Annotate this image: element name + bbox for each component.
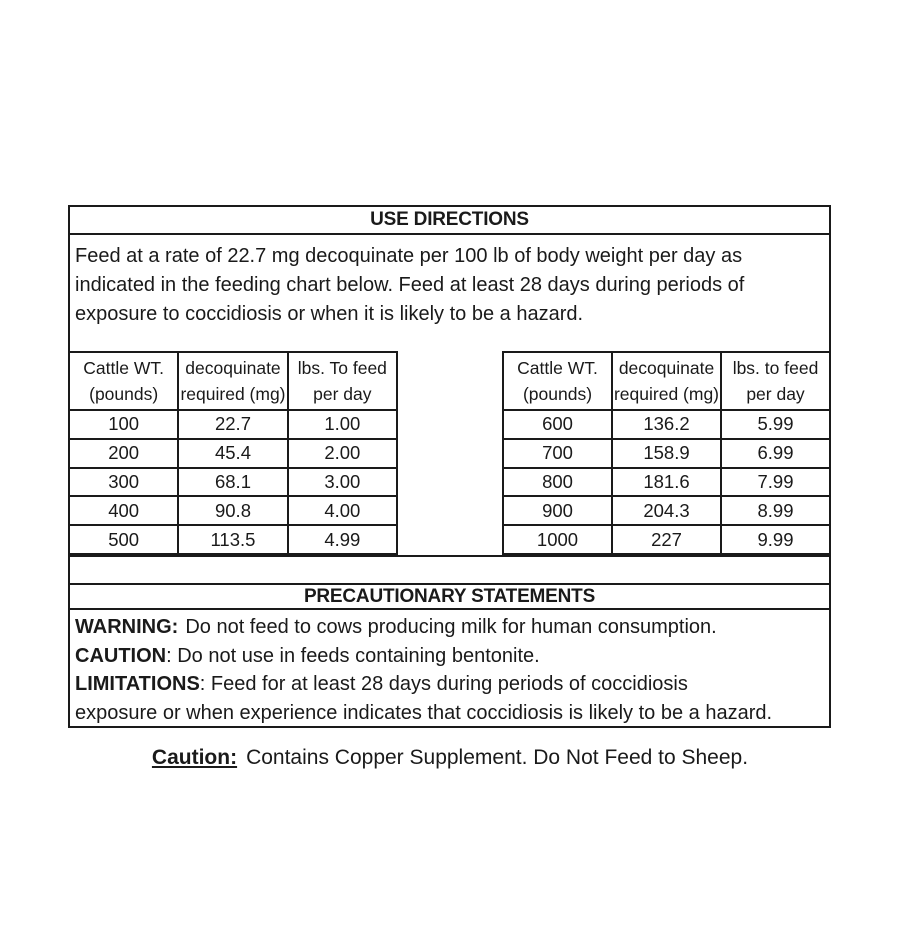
table-cell: 700	[503, 439, 612, 468]
use-directions-title: USE DIRECTIONS	[70, 207, 829, 235]
table-cell: 200	[69, 439, 178, 468]
table-cell: 600	[503, 410, 612, 439]
copper-caution	[0, 745, 900, 771]
table-cell: 68.1	[178, 468, 287, 497]
table-header-row	[69, 352, 397, 410]
limitations-label: LIMITATIONS	[75, 673, 200, 695]
limitations-statement-line1	[75, 670, 825, 699]
table-cell: 100	[69, 410, 178, 439]
table-cell: 300	[69, 468, 178, 497]
caution-label: CAUTION	[75, 644, 167, 667]
table-row	[503, 525, 830, 554]
table-row	[503, 439, 830, 468]
feeding-chart-table-right	[502, 351, 831, 555]
table-cell: 5.99	[721, 410, 830, 439]
table-row	[503, 468, 830, 497]
feeding-chart-table-left	[68, 351, 398, 555]
table-cell: 227	[612, 525, 721, 554]
table-row	[69, 410, 397, 439]
table-cell: 45.4	[178, 439, 287, 468]
table-row	[503, 496, 830, 525]
copper-caution-text: Contains Copper Supplement. Do Not Feed to Sheep.	[246, 746, 749, 769]
table-cell: 8.99	[721, 496, 830, 525]
caution-statement	[75, 642, 825, 671]
table-cell: 900	[503, 496, 612, 525]
limitations-statement-line2: exposure or when experience indicates that coccidiosis is likely to be a hazard.	[75, 701, 773, 724]
label-panel	[68, 205, 831, 728]
table-cell: 800	[503, 468, 612, 497]
table-row	[69, 439, 397, 468]
table-cell: 2.00	[288, 439, 397, 468]
table-cell: 6.99	[721, 439, 830, 468]
table-row	[69, 496, 397, 525]
feeding-charts	[70, 351, 829, 557]
column-header: decoquinate required (mg)	[612, 352, 721, 410]
table-cell: 500	[69, 525, 178, 554]
table-cell: 1000	[503, 525, 612, 554]
warning-label: WARNING:	[75, 616, 179, 638]
table-cell: 22.7	[178, 410, 287, 439]
table-row	[69, 525, 397, 554]
table-cell: 4.00	[288, 496, 397, 525]
table-cell: 3.00	[288, 468, 397, 497]
caution-text: : Do not use in feeds containing bentonite.	[166, 644, 540, 667]
table-cell: 400	[69, 496, 178, 525]
column-header: Cattle WT. (pounds)	[69, 352, 178, 410]
warning-text: Do not feed to cows producing milk for human consumption.	[185, 616, 717, 638]
table-cell: 113.5	[178, 525, 287, 554]
table-cell: 1.00	[288, 410, 397, 439]
column-header: lbs. To feed per day	[288, 352, 397, 410]
table-row	[69, 468, 397, 497]
warning-statement	[75, 613, 825, 642]
column-header: lbs. to feed per day	[721, 352, 830, 410]
table-cell: 4.99	[288, 525, 397, 554]
precautionary-title: PRECAUTIONARY STATEMENTS	[70, 585, 829, 610]
table-cell: 90.8	[178, 496, 287, 525]
table-row	[503, 410, 830, 439]
table-cell: 7.99	[721, 468, 830, 497]
spacer-row	[70, 557, 829, 585]
table-cell: 204.3	[612, 496, 721, 525]
table-cell: 158.9	[612, 439, 721, 468]
column-header: decoquinate required (mg)	[178, 352, 287, 410]
table-cell: 181.6	[612, 468, 721, 497]
copper-caution-label: Caution:	[151, 746, 238, 769]
column-header: Cattle WT. (pounds)	[503, 352, 612, 410]
table-cell: 9.99	[721, 525, 830, 554]
table-cell: 136.2	[612, 410, 721, 439]
precautionary-statements	[70, 610, 829, 726]
use-directions-body: Feed at a rate of 22.7 mg decoquinate per 100 lb of body weight per day as indicated in the feeding chart below. Feed at least 28 days during periods of exposure to coccidiosis or when it is likely to be a hazard.	[75, 245, 745, 325]
table-header-row	[503, 352, 830, 410]
limitations-text-line1: : Feed for at least 28 days during periods of coccidiosis	[199, 673, 688, 695]
